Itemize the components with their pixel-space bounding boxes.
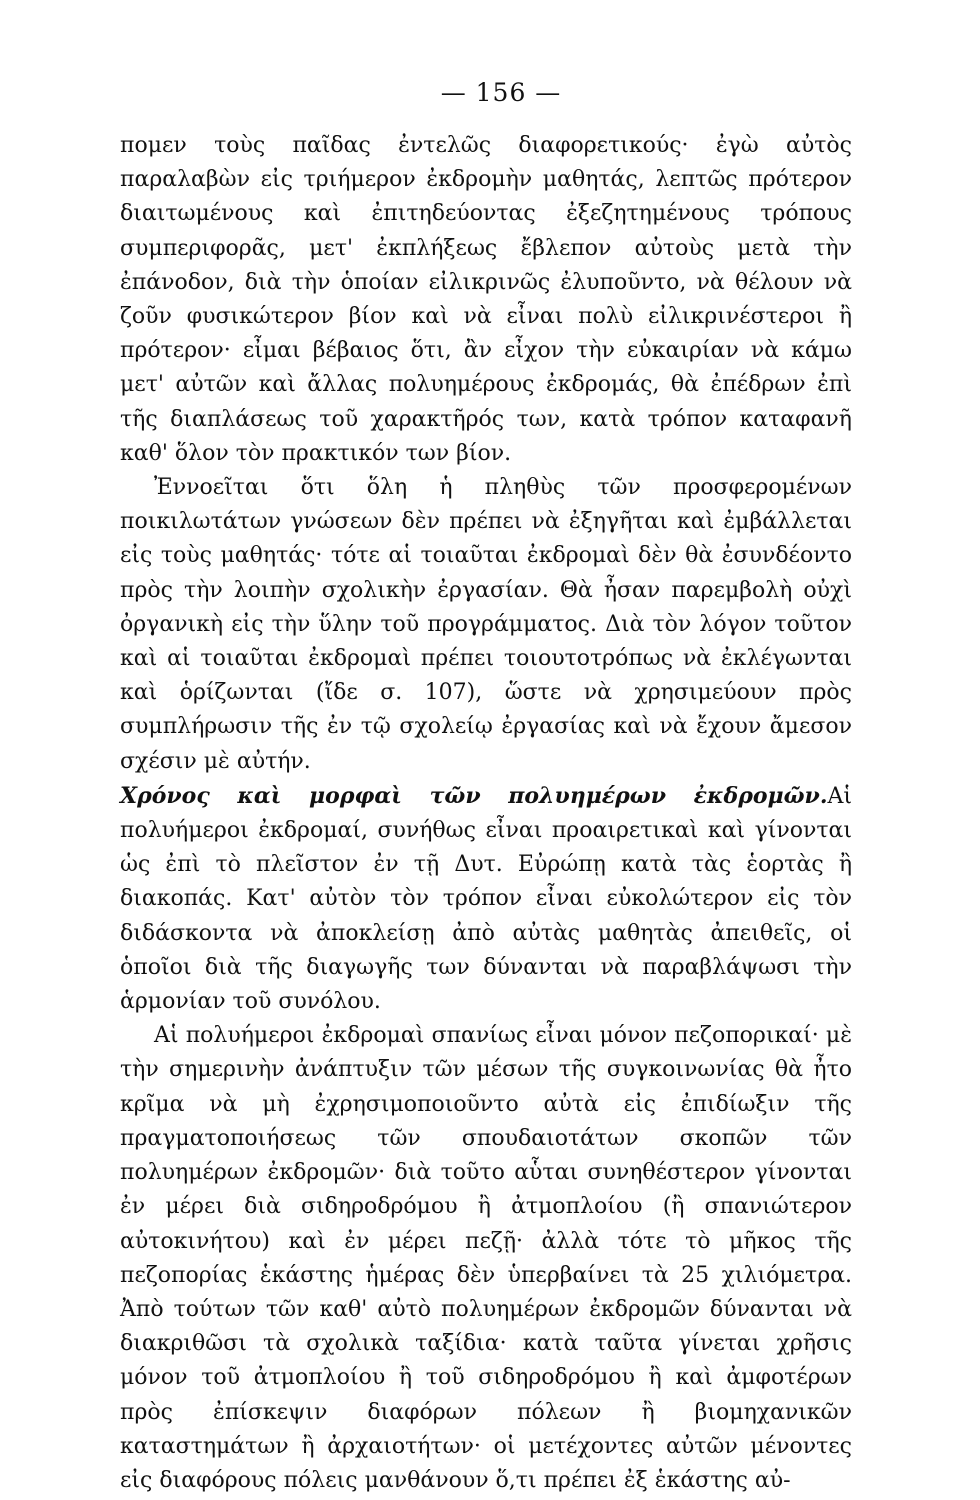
paragraph-text: Αἱ πολυήμεροι ἐκδρομαί, συνήθως εἶναι προαιρετικαὶ καὶ γίνονται ὡς ἐπὶ τὸ πλεῖστον ἐν τῇ Δυτ. Εὐρώπῃ κατὰ τὰς ἑορτὰς ἢ διακοπάς. Κατ' αὐτὸν τὸν τρόπον εἶναι εὐκολώτερον εἰς τὸν διδάσκοντα νὰ ἀποκλείσῃ ἀπὸ αὐτὰς μαθητὰς ἀπειθεῖς, οἱ ὁποῖοι διὰ τῆς διαγωγῆς των δύνανται νὰ παραβλάψωσι τὴν ἁρμονίαν τοῦ συνόλου. (120, 783, 852, 1015)
page-number: — 156 — (440, 78, 562, 107)
paragraph-continuation (120, 129, 852, 471)
paragraph-text: πομεν τοὺς παῖδας ἐντελῶς διαφορετικούς· ἐγὼ αὐτὸς παραλαβὼν εἰς τριήμερον ἐκδρομὴν μαθητάς, λεπτῶς πρότερον διαιτωμένους καὶ ἐπιτηδεύοντας ἐξεζητημένους τρόπους συμπεριφορᾶς, μετ' ἐκπλήξεως ἔβλεπον αὐτοὺς μετὰ τὴν ἐπάνοδον, διὰ τὴν ὁποίαν εἰλικρινῶς ἐλυποῦντο, νὰ θέλουν νὰ ζοῦν φυσικώτερον βίον καὶ νὰ εἶναι πολὺ εἰλικρινέστεροι ἢ πρότερον· εἶμαι βέβαιος ὅτι, ἂν εἶχον τὴν εὐκαιρίαν νὰ κάμω μετ' αὐτῶν καὶ ἄλλας πολυημέρους ἐκδρομάς, θὰ ἐπέδρων ἐπὶ τῆς διαπλάσεως τοῦ χαρακτῆρός των, κατὰ τρόπον καταφανῆ καθ' ὅλον τὸν πρακτικόν των βίον. (120, 133, 852, 466)
paragraph-section-time-forms (120, 779, 852, 1019)
paragraph-knowledge (120, 471, 852, 779)
paragraph-multiday-trips (120, 1019, 852, 1498)
paragraph-text: Αἱ πολυήμεροι ἐκδρομαὶ σπανίως εἶναι μόνον πεζοπορικαί· μὲ τὴν σημερινὴν ἀνάπτυξιν τῶν μέσων τῆς συγκοινωνίας θὰ ἦτο κρῖμα νὰ μὴ ἐχρησιμοποιοῦντο αὐτὰ εἰς ἐπιδίωξιν τῆς πραγματοποιήσεως τῶν σπουδαιοτάτων σκοπῶν τῶν πολυημέρων ἐκδρομῶν· διὰ τοῦτο αὗται συνηθέστερον γίνονται ἐν μέρει διὰ σιδηροδρόμου ἢ ἀτμοπλοίου (ἢ σπανιώτερον αὐτοκινήτου) καὶ ἐν μέρει πεζῇ· ἀλλὰ τότε τὸ μῆκος τῆς πεζοπορίας ἑκάστης ἡμέρας δὲν ὑπερβαίνει τὰ 25 χιλιόμετρα. Ἀπὸ τούτων τῶν καθ' αὐτὸ πολυημέρων ἐκδρομῶν δύνανται νὰ διακριθῶσι τὰ σχολικὰ ταξίδια· κατὰ ταῦτα γίνεται χρῆσις μόνον τοῦ ἀτμοπλοίου ἢ τοῦ σιδηροδρόμου ἢ καὶ ἀμφοτέρων πρὸς ἐπίσκεψιν διαφόρων πόλεων ἢ βιομηχανικῶν καταστημάτων ἢ ἀρχαιοτήτων· οἱ μετέχοντες αὐτῶν μένοντες εἰς διαφόρους πόλεις μανθάνουν ὅ,τι πρέπει ἐξ ἑκάστης αὐ- (120, 1023, 852, 1493)
section-heading: Χρόνος καὶ μορφαὶ τῶν πολυημέρων ἐκδρομῶν. (120, 782, 828, 809)
paragraph-text: Ἐννοεῖται ὅτι ὅλη ἡ πληθὺς τῶν προσφερομένων ποικιλωτάτων γνώσεων δὲν πρέπει νὰ ἐξηγῆται καὶ ἐμβάλλεται εἰς τοὺς μαθητάς· τότε αἱ τοιαῦται ἐκδρομαὶ δὲν θὰ ἐσυνδέοντο πρὸς τὴν λοιπὴν σχολικὴν ἐργασίαν. Θὰ ἦσαν παρεμβολὴ οὐχὶ ὀργανικὴ εἰς τὴν ὕλην τοῦ προγράμματος. Διὰ τὸν λόγον τοῦτον καὶ αἱ τοιαῦται ἐκδρομαὶ πρέπει τοιουτοτρόπως νὰ ἐκλέγωνται καὶ ὁρίζωνται (ἴδε σ. 107), ὥστε νὰ χρησιμεύουν πρὸς συμπλήρωσιν τῆς ἐν τῷ σχολείῳ ἐργασίας καὶ νὰ ἔχουν ἄμεσον σχέσιν μὲ αὐτήν. (120, 475, 852, 774)
